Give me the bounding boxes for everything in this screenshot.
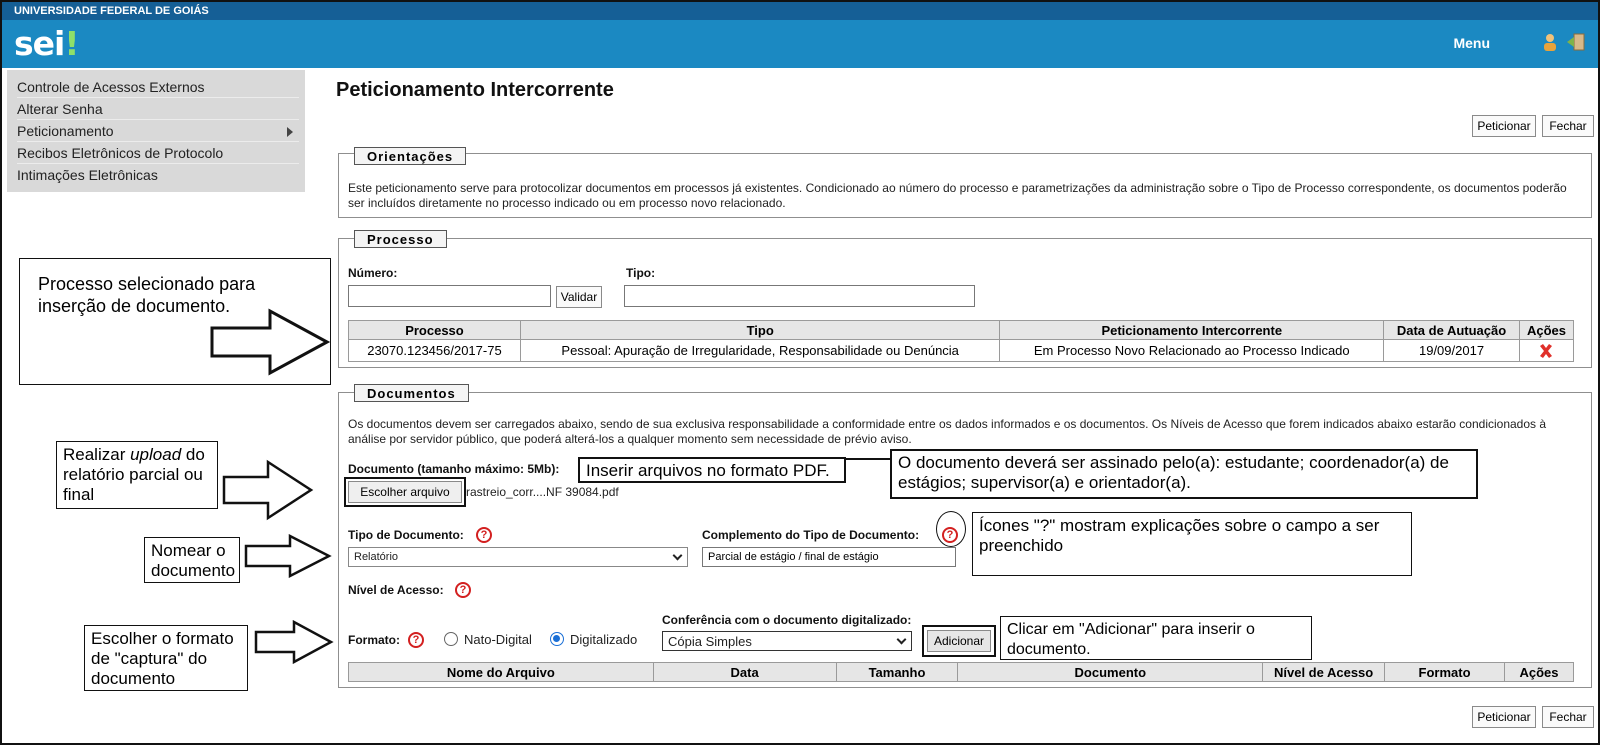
orientacoes-legend: Orientações [354,147,466,165]
table-header-row [349,321,1574,340]
complemento-label: Complemento do Tipo de Documento: [702,528,920,542]
remove-icon[interactable] [1538,343,1554,359]
sidebar-item-label: Peticionamento [17,123,114,139]
annotation-assinado: O documento deverá ser assinado pelo(a): estudante; coordenador(a) de estágios; supervisor(a) e orientador(a). [890,449,1478,499]
validar-button[interactable]: Validar [556,286,602,308]
tipo-documento-help-icon[interactable]: ? [476,527,492,543]
digitalizado-radio[interactable] [550,632,564,646]
chevron-down-icon [897,635,907,645]
connector-line [846,458,892,460]
col-tamanho: Tamanho [836,663,958,682]
conferencia-label: Conferência com o documento digitalizado: [662,613,912,627]
sidebar-item-label: Recibos Eletrônicos de Protocolo [17,145,224,161]
sidebar-item-label: Alterar Senha [17,101,103,117]
nato-digital-label: Nato-Digital [464,632,532,647]
annotation-upload [56,441,218,509]
documentos-legend: Documentos [354,384,469,402]
user-icon[interactable] [1540,32,1560,52]
annotation-upload-emphasis: upload [130,445,182,464]
sidebar-item-peticionamento[interactable] [17,120,299,142]
sidebar-item-alterar-senha[interactable] [17,98,299,120]
digitalizado-label: Digitalizado [570,632,638,647]
table-header-row [349,663,1574,682]
sidebar-item-label: Controle de Acessos Externos [17,79,205,95]
col-data: Data [653,663,836,682]
annotation-nomear: Nomear o documento [144,537,240,583]
processo-legend: Processo [354,230,447,248]
annotation-upload-text: Realizar [63,445,131,464]
col-formato: Formato [1385,663,1505,682]
annotation-formato: Escolher o formato de "captura" do documento [84,625,248,691]
formato-label: Formato: [348,633,400,647]
col-data-autuacao: Data de Autuação [1384,321,1520,340]
arrow-right-icon [244,534,332,578]
tipo-documento-select[interactable] [348,547,688,567]
menu-link[interactable]: Menu [1453,35,1490,51]
adicionar-button[interactable]: Adicionar [927,630,991,652]
top-bar [2,20,1598,68]
numero-input[interactable] [348,285,551,307]
nivel-acesso-help-icon[interactable]: ? [455,582,471,598]
select-value: Relatório [354,551,399,563]
annotation-adicionar: Clicar em "Adicionar" para inserir o documento. [1000,616,1312,660]
col-nome-arquivo: Nome do Arquivo [349,663,654,682]
cell-data: 19/09/2017 [1384,340,1520,362]
arrow-right-icon [254,620,334,664]
university-bar: UNIVERSIDADE FEDERAL DE GOIÁS [2,2,1598,20]
cell-acoes [1519,340,1573,362]
sidebar-item-label: Intimações Eletrônicas [17,167,158,183]
col-acoes: Ações [1505,663,1574,682]
select-value: Cópia Simples [668,634,752,649]
annotation-pdf: Inserir arquivos no formato PDF. [578,457,846,483]
peticionar-button-bottom[interactable]: Peticionar [1472,706,1536,728]
fechar-button-bottom[interactable]: Fechar [1542,706,1594,728]
nivel-acesso-label: Nível de Acesso: [348,583,444,597]
sidebar [7,70,305,192]
cell-peticionamento: Em Processo Novo Relacionado ao Processo Indicado [1000,340,1384,362]
col-processo: Processo [349,321,521,340]
tipo-documento-label: Tipo de Documento: [348,528,464,542]
help-icon-highlight-circle [936,511,966,547]
complemento-help-icon[interactable]: ? [942,527,958,543]
sidebar-item-controle-acessos[interactable] [17,76,299,98]
chevron-down-icon [673,551,683,561]
annotation-upload-text-end: do relatório parcial ou final [63,445,205,504]
tipo-input[interactable] [624,285,975,307]
col-peticionamento: Peticionamento Intercorrente [1000,321,1384,340]
formato-help-icon[interactable]: ? [408,632,424,648]
page-title: Peticionamento Intercorrente [336,79,614,101]
annotation-icones: Ícones "?" mostram explicações sobre o campo a ser preenchido [972,512,1412,576]
cell-processo: 23070.123456/2017-75 [349,340,521,362]
exit-icon[interactable] [1566,32,1586,52]
col-nivel-acesso: Nível de Acesso [1263,663,1385,682]
logo-mark: ! [64,24,79,63]
annotation-processo-text: Processo selecionado para inserção de documento. [38,274,256,316]
peticionar-button-top[interactable]: Peticionar [1472,115,1536,137]
documento-label: Documento (tamanho máximo: 5Mb): [348,462,560,476]
complemento-input[interactable] [702,547,956,567]
nato-digital-radio[interactable] [444,632,458,646]
submenu-arrow-icon [287,127,293,137]
col-tipo: Tipo [520,321,1000,340]
table-row [349,340,1574,362]
col-documento: Documento [958,663,1263,682]
file-name: rastreio_corr....NF 39084.pdf [466,485,619,499]
arrow-right-icon [222,459,314,521]
sidebar-item-intimacoes[interactable] [17,164,299,186]
col-acoes: Ações [1519,321,1573,340]
processo-table [348,320,1574,362]
orientacoes-text: Este peticionamento serve para protocolizar documentos em processos já existentes. Condicionado ao número do processo e parametrizações da administração sobre o Tipo de Processo correspondente, os documentos poderão ser incluídos diretamente no processo indicado ou em processo novo relacionado. [348,181,1567,210]
logo-text: sei [14,24,65,63]
numero-label: Número: [348,266,398,280]
documentos-table [348,662,1574,682]
fechar-button-top[interactable]: Fechar [1542,115,1594,137]
sei-logo[interactable] [14,24,78,63]
conferencia-select[interactable] [662,631,912,651]
escolher-arquivo-button[interactable]: Escolher arquivo [348,481,462,503]
sidebar-item-recibos[interactable] [17,142,299,164]
tipo-label: Tipo: [626,266,656,280]
documentos-text: Os documentos devem ser carregados abaixo, sendo de sua exclusiva responsabilidade a conformidade entre os dados informados e os documentos. Os Níveis de Acesso que forem indicados abaixo estarão condicionados à análise por servidor público, que poderá alterá-los a qualquer momento sem necessidade de prévio aviso. [348,417,1547,446]
arrow-right-icon [210,308,330,376]
cell-tipo: Pessoal: Apuração de Irregularidade, Responsabilidade ou Denúncia [520,340,1000,362]
